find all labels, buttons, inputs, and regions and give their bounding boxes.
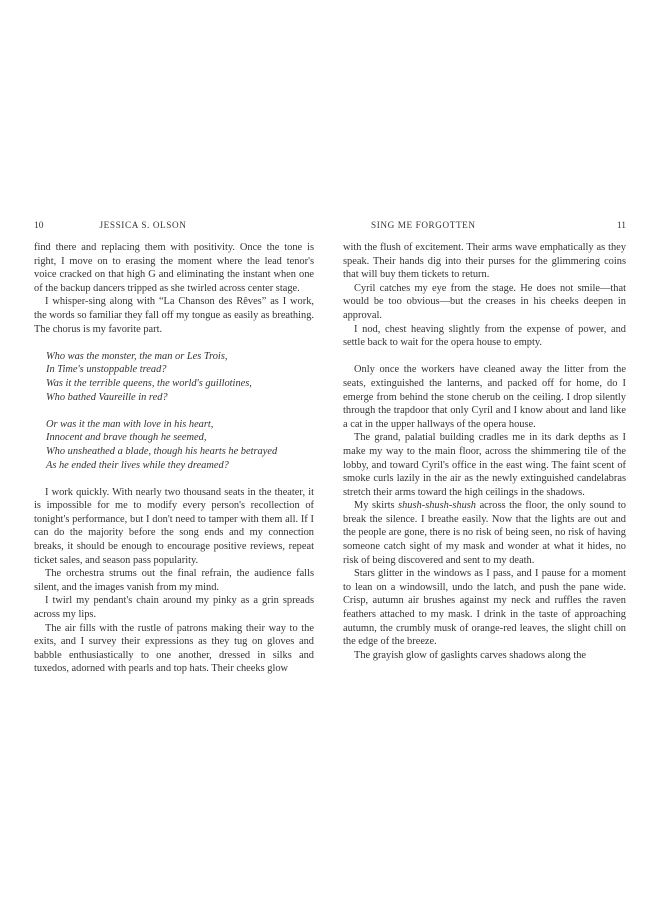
- paragraph: The grayish glow of gaslights carves shadows along the: [354, 649, 587, 661]
- paragraph: I work quickly. With nearly two thousand seats in the theater, it is impossible for me to modify every person's recollection of tonight's performance, but I don't need to tamper with them all. If I can do the majority before the song ends and my connection breaks, it should be enough to encourage positive reviews, repeat ticket sales, and season pass popularity.: [34, 486, 314, 566]
- right-page: [343, 219, 626, 662]
- paragraph: I nod, chest heaving slightly from the expense of power, and settle back to wait for the opera house to empty.: [343, 323, 626, 349]
- paragraph: I twirl my pendant's chain around my pinky as a grin spreads across my lips.: [34, 595, 314, 621]
- paragraph-rest: across the floor, the only sound to break the silence. I breathe easily. Now that the lights are out and the people are gone, there is no risk of being seen, no risk of having someone catch sight of my mask and wonder at what it hides, no risk of being discovered and sent to my death.: [343, 500, 626, 566]
- left-page: [34, 219, 314, 676]
- song-verse-2: [46, 418, 314, 472]
- right-page-number: 11: [616, 221, 626, 231]
- paragraph: Only once the workers have cleaned away the litter from the seats, extinguished the lanterns, and packed off for home, do I emerge from behind the stone cherub on the ceiling. I drop silently through the trapdoor that only Cyril and I know about and land like a cat in the upper hallways of the opera house.: [343, 364, 626, 430]
- paragraph: with the flush of excitement. Their arms wave emphatically as they speak. Their hands dig into their purses for the glimmering coins that will buy them tickets to return.: [343, 242, 626, 281]
- right-running-title: SING ME FORGOTTEN: [371, 220, 476, 230]
- paragraph: I whisper-sing along with “La Chanson des Rêves” as I work, the words so familiar they fall off my tongue as easily as breathing. The chorus is my favorite part.: [34, 296, 314, 335]
- left-running-title: JESSICA S. OLSON: [99, 220, 187, 230]
- verse-line: Who was the monster, the man or Les Trois,: [46, 350, 228, 362]
- paragraph: The orchestra strums out the final refrain, the audience falls silent, and the images vanish from my mind.: [34, 568, 314, 593]
- paragraph: Stars glitter in the windows as I pass, and I pause for a moment to lean on a windowsill, undo the latch, and push the pane wide. Crisp, autumn air brushes against my neck and ruffles the raven feathers attached to my mask. I drink in the taste of approaching autumn, the crumbly musk of orange-red leaves, the slight chill on the edge of the breeze.: [343, 568, 626, 648]
- verse-line: Innocent and brave though he seemed,: [46, 432, 207, 444]
- right-running-head: [343, 219, 626, 235]
- italic-sound: shush-shush-shush: [398, 500, 477, 512]
- song-verse-1: [46, 350, 314, 404]
- verse-line: As he ended their lives while they dreamed?: [46, 459, 229, 471]
- verse-line: Who unsheathed a blade, though his hearts he betrayed: [46, 445, 278, 457]
- verse-line: Or was it the man with love in his heart,: [46, 418, 214, 430]
- paragraph: The grand, palatial building cradles me in its dark depths as I make my way to the main floor, across the shimmering tile of the lobby, and toward Cyril's office in the east wing. The faint scent of smoke curls lazily in the air as the newly extinguished candelabras stretch their arms toward the high ceilings in the shadows.: [343, 432, 626, 498]
- left-page-number: 10: [34, 221, 44, 231]
- left-running-head: [34, 219, 314, 235]
- verse-line: Who bathed Vaureille in red?: [46, 391, 168, 403]
- paragraph: The air fills with the rustle of patrons making their way to the exits, and I survey their expressions as they tug on gloves and babble enthusiastically to one another, dressed in silks and tuxedos, adorned with pearls and top hats. Their cheeks glow: [34, 622, 314, 675]
- paragraph: [343, 499, 626, 567]
- verse-line: Was it the terrible queens, the world's guillotines,: [46, 377, 252, 389]
- verse-line: In Time's unstoppable tread?: [46, 364, 167, 376]
- paragraph: find there and replacing them with positivity. Once the tone is right, I move on to erasing the moment where the lead tenor's voice cracked on that high G and eliminating the instant when one of the backup dancers tripped as she twirled across center stage.: [34, 242, 314, 294]
- paragraph: Cyril catches my eye from the stage. He does not smile—that would be too obvious—but the creases in his cheeks deepen in approval.: [343, 282, 626, 321]
- paragraph-lead: My skirts: [354, 500, 399, 512]
